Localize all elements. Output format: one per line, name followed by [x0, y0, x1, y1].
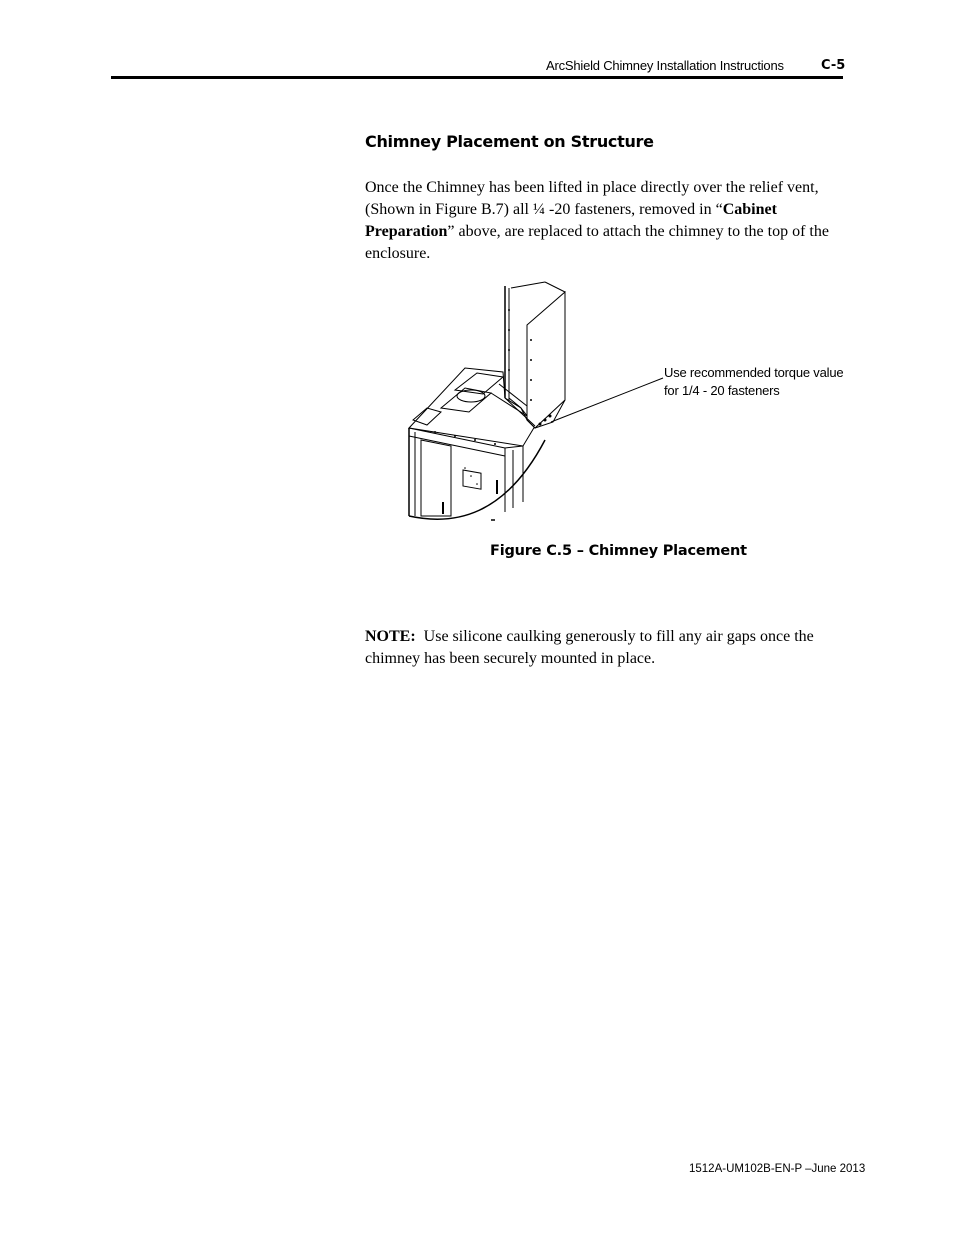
cabinet-top — [409, 368, 535, 446]
cutaway-curve — [409, 440, 545, 519]
figure-caption: Figure C.5 – Chimney Placement — [490, 543, 747, 559]
note-label: NOTE: — [365, 628, 416, 645]
running-header-title: ArcShield Chimney Installation Instructions — [546, 58, 784, 73]
chimney-top-edge — [545, 282, 565, 292]
callout-line-1: Use recommended torque value — [664, 365, 844, 380]
chimney-placement-figure — [395, 280, 855, 530]
chimney-front-panel — [527, 292, 565, 428]
callout-leader — [551, 378, 663, 422]
note-text: Use silicone caulking generously to fill any air gaps once the chimney has been securely mounted in place. — [365, 628, 814, 667]
intro-text-after: ” above, are replaced to attach the chimney to the top of the enclosure. — [365, 223, 829, 262]
section-title: Chimney Placement on Structure — [365, 132, 654, 151]
intro-paragraph — [365, 177, 845, 265]
cabinet-preparation-ref: Cabinet Preparation — [365, 201, 777, 240]
header-rule — [111, 76, 843, 79]
callout-line-2: for 1/4 - 20 fasteners — [664, 383, 780, 398]
door-window — [463, 470, 481, 489]
note-paragraph — [365, 626, 845, 670]
chimney-back-edge — [511, 282, 545, 288]
cabinet-door — [421, 440, 451, 516]
torque-callout — [664, 364, 843, 400]
page-number: C-5 — [821, 58, 846, 73]
intro-text-before: Once the Chimney has been lifted in place directly over the relief vent, (Shown in Figure B.7) all ¼ -20 fasteners, removed in “ — [365, 179, 819, 218]
footer-doc-id: 1512A-UM102B-EN-P –June 2013 — [689, 1163, 866, 1175]
